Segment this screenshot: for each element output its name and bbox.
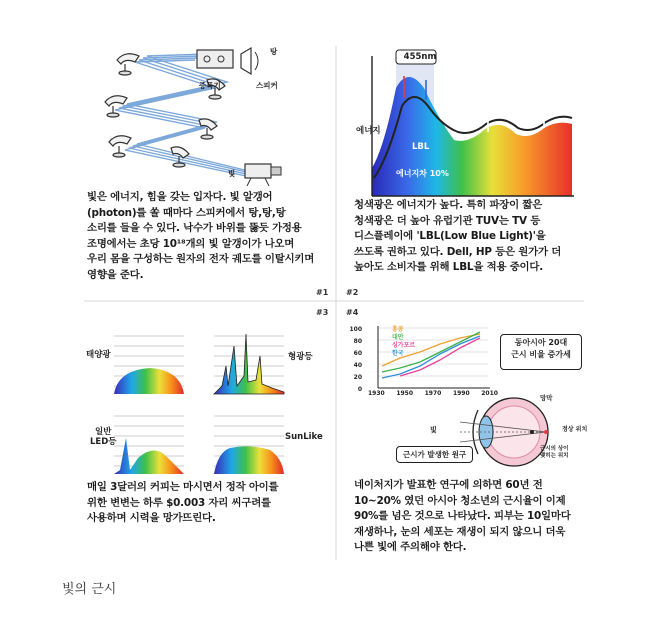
fluorescent-label: 형광등 [288,352,313,362]
y-tick: 80 [353,338,362,345]
y-tick: 0 [357,386,362,393]
legend-taiwan: 대만 [392,334,404,341]
trend-callout: 동아시아 20대 근시 비율 증가세 [500,334,582,370]
sunlight-label: 태양광 [86,350,111,360]
speaker-label: 스피커 [256,81,278,90]
legend-singapore: 싱가포르 [392,342,416,349]
legend-korea: 한국 [392,350,404,357]
fovea-label: 정상 위치 [562,426,588,433]
y-axis-ticks [348,324,362,396]
energy-axis-label: 에너지 [356,126,381,136]
panel4-description: 네이처지가 발표한 연구에 의하면 60년 전 10~20% 였던 아시아 청소년의 근시율이 이제 90%를 넘은 것으로 나타났다. 피부는 10일마다 재생하나, 눈의 세포는 재생이 되지 않으니 더욱 나쁜 빛에 주의해야 한다. [354,479,571,553]
lbl-label: LBL [412,142,430,152]
light-source-label: 빛 [228,169,236,178]
retina-label: 망막 [540,394,553,402]
panel2-description: 청색광은 에너지가 높다. 특히 파장이 짧은 청색광은 더 높아 유럽기관 TUV는 TV 등 디스플레이에 'LBL(Low Blue Light)'을 쓰도록 권하고 있다. Dell, HP 등은 원가가 더 높아도 소비자를 위해 LBL을 적용 중이다. [354,199,562,273]
energy-reduction-label: 에너지차 10% [396,169,449,178]
myopia-trend-chart [360,322,495,394]
sound-label: 탕 [270,47,278,56]
x-tick: 2010 [481,390,498,397]
sunlike-label: SunLike [285,432,323,442]
x-tick: 1930 [368,390,385,397]
chart-legend [392,326,415,358]
panel2-number: #2 [346,288,359,297]
led-label: 일반 LED등 [90,427,117,447]
panel1-number: #1 [316,288,329,297]
wavelength-label: 455nm [403,52,437,62]
photon-speaker-illustration [95,40,320,190]
y-tick: 20 [353,374,362,381]
x-tick: 1990 [452,390,470,397]
figure-caption: 빛의 근시 [62,582,117,597]
y-tick: 40 [353,362,362,369]
panel4-number: #4 [346,308,359,317]
legend-hongkong: 홍콩 [392,326,404,333]
myopia-cause-label: 근시가 발생한 원구 [396,446,473,463]
panel1-description: 빛은 에너지, 힘을 갖는 입자다. 빛 알갱어 (photon)를 쏠 때마다 스피커에서 탕,탕,탕 소리를 들을 수 있다. 낙수가 바위를 뚫듯 가정용 조명에서는 초당 10¹⁸개의 빛 알갱이가 나오며 우리 몸을 구성하는 원자의 전자 궤도를 이탈시키며 영향을 준다. [87,191,315,281]
panel3-number: #3 [316,308,329,317]
panel3-description: 매일 3달러의 커피는 마시면서 정작 아이를 위한 변변는 하루 $0.003 자리 씨구려를 사용하며 시력을 망가뜨린다. [87,481,279,524]
amplifier-label: 증폭기 [199,81,221,90]
x-tick: 1970 [424,390,442,397]
light-source-spectra [110,326,330,478]
x-tick: 1950 [396,390,414,397]
eye-light-label: 빛 [430,426,437,434]
y-tick: 60 [353,350,362,357]
myopia-focus-label: 근시의 상이 맺히는 위치 [540,446,569,459]
y-tick: 100 [349,326,362,333]
